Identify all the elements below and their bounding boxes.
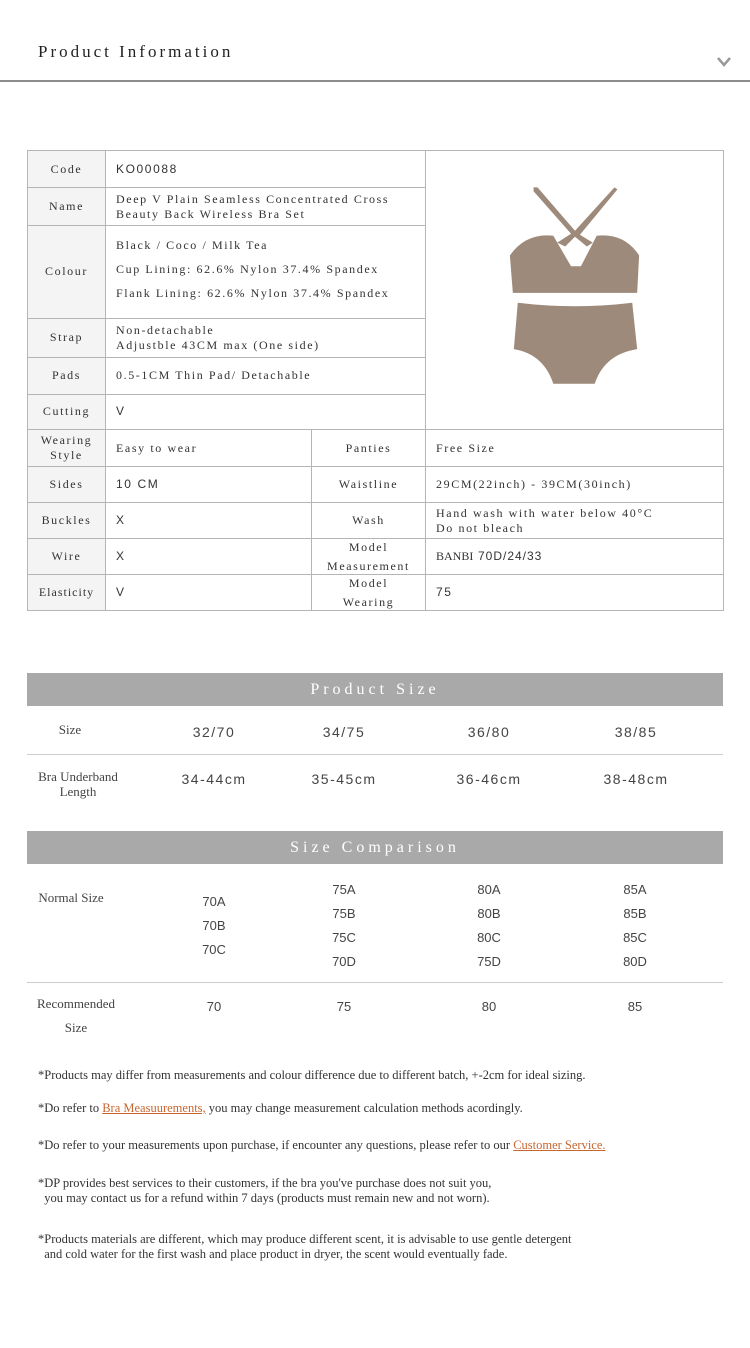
- size-label: Size: [58, 722, 82, 737]
- wash-line: Do not bleach: [436, 520, 525, 535]
- note-text: *Do refer to: [38, 1101, 103, 1115]
- label-line: Wearing: [342, 594, 395, 609]
- size-value: 32/70: [192, 724, 236, 740]
- customer-service-link[interactable]: Customer Service.: [513, 1138, 606, 1152]
- chevron-down-icon[interactable]: [717, 56, 737, 76]
- strap-value: [106, 318, 426, 357]
- buckles-value: X: [106, 503, 312, 539]
- label-line: Wearing: [40, 433, 93, 447]
- wash-line: Hand wash with water below 40°C: [436, 505, 654, 520]
- model-measurement-value: [426, 539, 724, 575]
- model-name: BANBI: [436, 549, 474, 563]
- size-item: 85A: [623, 882, 647, 897]
- section-title: Product Information: [38, 42, 234, 61]
- size-item: 85C: [623, 930, 647, 945]
- elasticity-label: Elasticity: [28, 575, 106, 611]
- sides-label: Sides: [28, 467, 106, 503]
- note-text: you may change measurement calculation methods acordingly.: [205, 1101, 523, 1115]
- size-item: 75B: [332, 906, 356, 921]
- wire-label: Wire: [28, 539, 106, 575]
- model-wearing-label: [312, 575, 426, 611]
- note-sizing: *Products may differ from measurements and colour difference due to different batch, +-2cm for ideal sizing.: [38, 1068, 586, 1082]
- name-label: Name: [28, 188, 106, 225]
- label-line: Measurement: [327, 558, 410, 573]
- bra-measurements-link[interactable]: Bra Measuurements,: [102, 1101, 206, 1115]
- wash-label: Wash: [312, 503, 426, 539]
- recommended-size-label: [16, 992, 136, 1040]
- header-divider: [0, 80, 750, 82]
- note-refund: [38, 1176, 491, 1206]
- label-line: Length: [59, 784, 97, 799]
- size-item: 80C: [477, 930, 501, 945]
- panties-value: Free Size: [426, 430, 724, 467]
- cup-lining: Cup Lining: 62.6% Nylon 37.4% Spandex: [116, 261, 379, 276]
- pads-label: Pads: [28, 358, 106, 394]
- waistline-value: 29CM(22inch) - 39CM(30inch): [426, 467, 724, 503]
- wearing-style-value: Easy to wear: [106, 430, 312, 467]
- note-scent: [38, 1232, 572, 1262]
- label-line: Model: [348, 575, 389, 590]
- label-line: Size: [64, 1020, 88, 1035]
- size-item: 80B: [477, 906, 501, 921]
- note-line: *Products materials are different, which may produce different scent, it is advisable to use gentle detergent: [38, 1232, 572, 1246]
- model-measurement-label: [312, 539, 426, 575]
- note-line: *DP provides best services to their customers, if the bra you've purchase does not suit you,: [38, 1176, 492, 1190]
- waistline-label: Waistline: [312, 467, 426, 503]
- name-line: Deep V Plain Seamless Concentrated Cross: [116, 191, 390, 206]
- size-value: 38/85: [614, 724, 658, 740]
- size-comparison-header: Size Comparison: [27, 831, 723, 864]
- colour-label: Colour: [28, 225, 106, 318]
- normal-size-col: [284, 878, 404, 974]
- model-wearing-value: 75: [426, 575, 724, 611]
- pads-value: 0.5-1CM Thin Pad/ Detachable: [106, 358, 426, 394]
- normal-size-col: [429, 878, 549, 974]
- size-item: 75D: [477, 954, 501, 969]
- code-value: KO00088: [106, 151, 426, 188]
- strap-label: Strap: [28, 318, 106, 357]
- size-value: 34/75: [322, 724, 366, 740]
- code-label: Code: [28, 151, 106, 188]
- size-item: 80A: [477, 882, 501, 897]
- recommended-size: 80: [481, 999, 497, 1014]
- recommended-size: 70: [206, 999, 222, 1014]
- strap-line: Adjustble 43CM max (One side): [116, 337, 320, 352]
- underband-value: 34-44cm: [181, 771, 247, 787]
- underband-value: 35-45cm: [311, 771, 377, 787]
- size-item: 70B: [202, 918, 226, 933]
- underband-label: [18, 769, 138, 799]
- row-divider: [27, 754, 723, 755]
- product-image: [426, 151, 724, 430]
- flank-lining: Flank Lining: 62.6% Nylon 37.4% Spandex: [116, 285, 390, 300]
- wearing-style-label: [28, 430, 106, 467]
- note-line: you may contact us for a refund within 7 days (products must remain new and not worn).: [38, 1191, 490, 1205]
- size-value: 36/80: [467, 724, 511, 740]
- wire-value: X: [106, 539, 312, 575]
- product-info-table: [27, 150, 724, 611]
- normal-size-col: [154, 890, 274, 962]
- panties-label: Panties: [312, 430, 426, 467]
- colour-value: [106, 225, 426, 318]
- size-item: 70A: [202, 894, 226, 909]
- buckles-label: Buckles: [28, 503, 106, 539]
- note-measurements: [38, 1101, 523, 1116]
- normal-size-col: [575, 878, 695, 974]
- elasticity-value: V: [106, 575, 312, 611]
- row-divider: [27, 982, 723, 983]
- product-size-header: Product Size: [27, 673, 723, 706]
- label-line: Style: [50, 448, 83, 462]
- size-item: 70C: [202, 942, 226, 957]
- note-customer-service: [38, 1138, 606, 1153]
- strap-line: Non-detachable: [116, 322, 215, 337]
- size-item: 70D: [332, 954, 356, 969]
- wash-value: [426, 503, 724, 539]
- note-line: and cold water for the first wash and place product in dryer, the scent would eventually fade.: [38, 1247, 508, 1261]
- size-item: 80D: [623, 954, 647, 969]
- underband-value: 36-46cm: [456, 771, 522, 787]
- size-item: 75A: [332, 882, 356, 897]
- model-measurements: 70D/24/33: [477, 549, 543, 563]
- label-line: Model: [348, 539, 389, 554]
- size-item: 85B: [623, 906, 647, 921]
- cutting-value: V: [106, 394, 426, 429]
- recommended-size: 85: [627, 999, 643, 1014]
- normal-size-label: Normal Size: [38, 890, 104, 905]
- sides-value: 10 CM: [106, 467, 312, 503]
- underband-value: 38-48cm: [603, 771, 669, 787]
- label-line: Bra Underband: [38, 769, 118, 784]
- name-line: Beauty Back Wireless Bra Set: [116, 206, 306, 221]
- note-text: *Do refer to your measurements upon purchase, if encounter any questions, please refer to our: [38, 1138, 514, 1152]
- colour-line: Black / Coco / Milk Tea: [116, 237, 269, 252]
- name-value: [106, 188, 426, 225]
- label-line: Recommended: [37, 996, 115, 1011]
- recommended-size: 75: [336, 999, 352, 1014]
- size-item: 75C: [332, 930, 356, 945]
- cutting-label: Cutting: [28, 394, 106, 429]
